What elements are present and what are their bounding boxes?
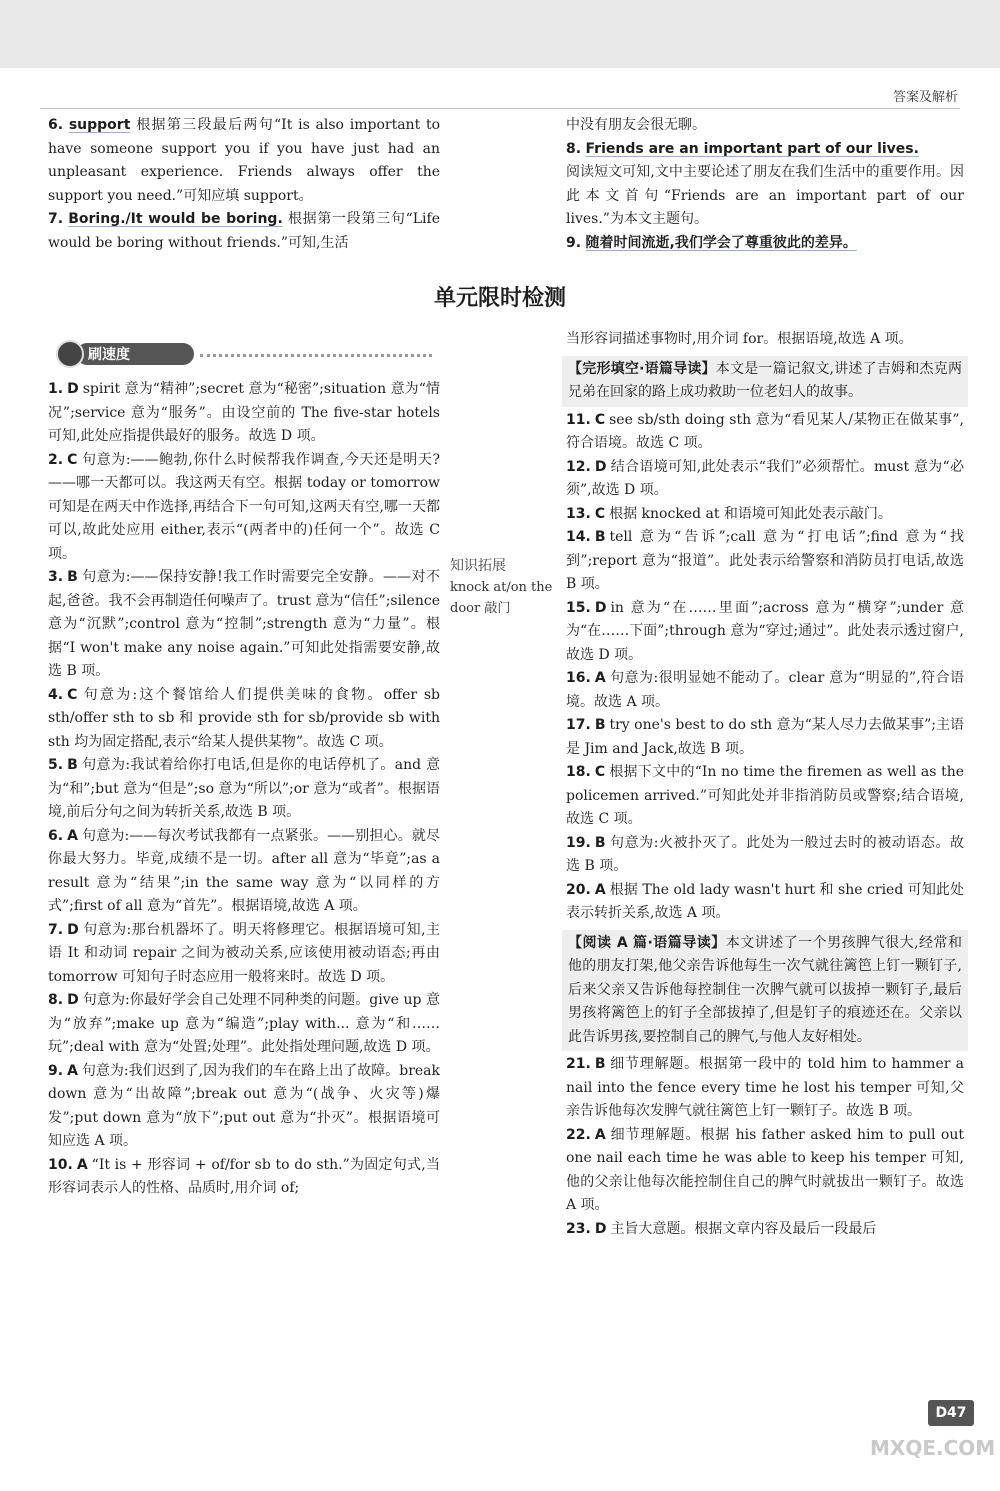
item-number: 5. [48, 757, 64, 773]
note-title: 知识拓展 [450, 558, 506, 574]
item-explanation: tell 意为“告诉”;call 意为“打电话”;find 意为“找到”;report 意为“报道”。此处表示给警察和消防员打电话,故选 B 项。 [566, 529, 964, 592]
item-number: 6. [48, 827, 64, 844]
top-left-column [48, 114, 440, 255]
answer-item [48, 825, 440, 919]
item-number: 10. [48, 1156, 73, 1173]
guide-text: 本文讲述了一个男孩脾气很大,经常和他的朋友打架,他父亲告诉他每生一次气就往篱笆上钉一颗钉子,后来父亲又告诉他每控制住一次脾气就可以拔掉一颗钉子,最后男孩将篱笆上的钉子全部拔掉了,但是钉子的痕迹还在。父亲以此告诉男孩,要控制自己的脾气,与他人友好相处。 [568, 934, 962, 1045]
answer-item [566, 503, 964, 527]
answer-item [566, 667, 964, 714]
item-number: 7. [48, 921, 64, 938]
item-explanation: 句意为:——每次考试我都有一点紧张。——别担心。就尽你最大努力。毕竟,成绩不是一切。after all 意为“毕竟”;as a result 意为“结果”;in the same way 意为“以同样的方式”;first of all 意为“首先”。根据语境,故选 A 项。 [48, 827, 440, 914]
item-answer: C [67, 686, 78, 703]
item-answer: A [67, 1062, 78, 1079]
item-answer: C [67, 451, 78, 468]
item-number: 1. [48, 381, 64, 397]
item-explanation: 句意为:很明显她不能动了。clear 意为“明显的”,符合语境。故选 A 项。 [566, 670, 964, 710]
item-answer: D [594, 1220, 607, 1237]
cloze-guide [562, 356, 968, 407]
badge-label: 刷速度 [88, 347, 130, 363]
item-answer: A [594, 881, 606, 898]
answer-item-8 [566, 138, 964, 232]
answer-item-6 [48, 114, 440, 208]
left-answer-list [48, 378, 440, 1201]
guide-tag: 【完形填空·语篇导读】 [568, 360, 716, 377]
item-explanation: 根据 knocked at 和语境可知此处表示敲门。 [609, 505, 892, 522]
clock-icon [56, 340, 84, 368]
item-number: 13. [566, 505, 591, 522]
item-number: 11. [566, 411, 591, 428]
scan-top-strip [0, 0, 1000, 68]
answer-item [48, 566, 440, 684]
item-explanation: 句意为:那台机器坏了。明天将修理它。根据语境可知,主语 It 和动词 repair 之间为被动关系,应该使用被动语态;再由 tomorrow 可知句子时态应用一般将来时。故选 D 项。 [48, 921, 440, 985]
item-number: 3. [48, 569, 64, 585]
item-number: 21. [566, 1056, 591, 1072]
page-number: D47 [928, 1400, 974, 1426]
item-answer: A [67, 827, 78, 844]
answer-item [48, 449, 440, 567]
item-explanation: 句意为:我试着给你打电话,但是你的电话停机了。and 意为“和”;but 意为“但是”;so 意为“所以”;or 意为“或者”。根据语境,前后分句之间为转折关系,故选 B 项。 [48, 757, 440, 820]
item-answer: B [594, 1056, 606, 1072]
section-title: 单元限时检测 [433, 286, 566, 311]
item-number: 8. [566, 140, 582, 157]
answer-item [566, 761, 964, 832]
item-explanation: 根据第三段最后两句“It is also important to have someone support you if you have just had an unpleasant experience. Friends always offer the support you need.”可知应填 support。 [48, 117, 441, 204]
item-explanation: 句意为:这个餐馆给人们提供美味的食物。offer sb sth/offer sth to sb 和 provide sth for sb/provide sb with sth 均为固定搭配,表示“给某人提供某物”。故选 C 项。 [48, 686, 440, 750]
item-explanation: 句意为:火被扑灭了。此处为一般过去时的被动语态。故选 B 项。 [566, 834, 964, 874]
answer-item [566, 832, 964, 879]
item-answer: 随着时间流逝,我们学会了尊重彼此的差异。 [585, 234, 857, 251]
item-number: 18. [566, 764, 591, 780]
item-answer: A [594, 670, 606, 686]
answer-item [566, 526, 964, 597]
item-number: 20. [566, 881, 591, 898]
item-answer: Friends are an important part of our lives. [585, 140, 919, 157]
continuation-text: 中没有朋友会很无聊。 [566, 117, 706, 133]
continuation-text: 当形容词描述事物时,用介词 for。根据语境,故选 A 项。 [566, 331, 913, 347]
item-answer: B [67, 757, 78, 773]
item-answer: C [594, 764, 606, 780]
item-answer: D [67, 381, 79, 397]
answer-item [566, 1124, 964, 1218]
item-answer: B [594, 529, 606, 545]
item-number: 22. [566, 1126, 591, 1143]
item-answer: D [67, 992, 79, 1008]
item-number: 14. [566, 529, 591, 545]
item-number: 8. [48, 992, 64, 1008]
item-number: 6. [48, 117, 64, 133]
item-answer: C [594, 505, 606, 522]
answer-item [48, 378, 440, 449]
item-explanation: 根据第一段第三句“Life would be boring without friends.”可知,生活 [48, 211, 440, 251]
item-answer: Boring./It would be boring. [68, 211, 283, 227]
item-number: 9. [566, 234, 582, 251]
item-number: 23. [566, 1220, 591, 1237]
answer-item [566, 1053, 964, 1124]
item-number: 7. [48, 211, 64, 227]
answer-item-9 [566, 232, 964, 256]
item-answer: A [594, 1126, 606, 1143]
item-explanation: 细节理解题。根据 his father asked him to pull out one nail each time he was able to keep his temper 可知,他的父亲让他每次能控制住自己的脾气时就拔出一颗钉子。故选 A 项。 [566, 1126, 964, 1213]
item-explanation: “It is + 形容词 + of/for sb to do sth.”为固定句式,当形容词表示人的性格、品质时,用介词 of; [48, 1156, 440, 1196]
right-items-block-1 [566, 409, 964, 926]
header-divider [40, 108, 960, 109]
answer-item [566, 409, 964, 456]
item-explanation: 句意为:——鲍勃,你什么时候帮我作调查,今天还是明天?——哪一天都可以。我这两天有空。根据 today or tomorrow 可知是在两天中作选择,再结合下一句可知,这两天有空,哪一天都可以,故此处应用 either,表示“(两者中的)任何一个”。故选 C 项。 [48, 451, 440, 562]
note-text: knock at/on the door 敲门 [450, 580, 553, 616]
item-answer: D [67, 921, 79, 938]
answer-item [48, 684, 440, 755]
item-explanation: spirit 意为“精神”;secret 意为“秘密”;situation 意为“情况”;service 意为“服务”。由设空前的 The five-star hotels 可知,此处应指提供最好的服务。故选 D 项。 [48, 381, 440, 444]
guide-tag: 【阅读 A 篇·语篇导读】 [568, 934, 726, 951]
answer-item [566, 597, 964, 668]
running-header: 答案及解析 [892, 90, 958, 105]
item-answer: A [76, 1156, 88, 1173]
item-number: 19. [566, 834, 591, 851]
item-answer: D [594, 599, 607, 616]
knowledge-note [450, 556, 560, 619]
guide-text: 本文是一篇记叙文,讲述了吉姆和杰克两兄弟在回家的路上成功救助一位老妇人的故事。 [568, 360, 962, 400]
item-explanation: 阅读短文可知,文中主要论述了朋友在我们生活中的重要作用。因此本文首句“Friends are an important part of our lives.”为本文主题句。 [566, 164, 964, 227]
answer-item [48, 1154, 440, 1201]
answer-item [48, 989, 440, 1060]
speed-badge [50, 340, 440, 370]
answer-item [566, 714, 964, 761]
item-explanation: 结合语境可知,此处表示“我们”必须帮忙。must 意为“必须”,故选 D 项。 [566, 458, 964, 498]
top-right-column [566, 114, 964, 255]
item-number: 4. [48, 686, 64, 703]
item-explanation: 细节理解题。根据第一段中的 told him to hammer a nail into the fence every time he lost his temper 可知,父亲告诉他每次发脾气就往篱笆上钉一颗钉子。故选 B 项。 [566, 1056, 964, 1119]
item-explanation: see sb/sth doing sth 意为“看见某人/某物正在做某事”,符合语境。故选 C 项。 [566, 411, 964, 451]
answer-item [48, 919, 440, 990]
answer-item [48, 1060, 440, 1154]
item-number: 17. [566, 717, 591, 733]
right-answer-list [566, 328, 964, 1241]
dotted-divider [200, 354, 432, 357]
right-items-block-2 [566, 1053, 964, 1241]
answer-item [566, 1218, 964, 1242]
item-explanation: try one's best to do sth 意为“某人尽力去做某事”;主语是 Jim and Jack,故选 B 项。 [566, 717, 964, 757]
watermark: MXQE.COM [870, 1436, 996, 1460]
answer-item-7 [48, 208, 440, 255]
answer-item [566, 879, 964, 926]
item-explanation: 根据 The old lady wasn't hurt 和 she cried 可知此处表示转折关系,故选 A 项。 [566, 881, 964, 921]
item-number: 16. [566, 670, 591, 686]
item-number: 2. [48, 451, 64, 468]
item-explanation: 句意为:我们迟到了,因为我们的车在路上出了故障。break down 意为“出故障”;break out 意为“(战争、火灾等)爆发”;put down 意为“放下”;put out 意为“扑灭”。根据语境可知应选 A 项。 [48, 1062, 440, 1149]
item-explanation: 句意为:你最好学会自己处理不同种类的问题。give up 意为“放弃”;make up 意为“编造”;play with... 意为“和……玩”;deal with 意为“处置;处理”。此处指处理问题,故选 D 项。 [48, 992, 440, 1055]
reading-guide [562, 930, 968, 1052]
item-explanation: 句意为:——保持安静!我工作时需要完全安静。——对不起,爸爸。我不会再制造任何噪声了。trust 意为“信任”;silence 意为“沉默”;control 意为“控制”;strength 意为“力量”。根据“I won't make any noise again.”可知此处指需要安静,故选 B 项。 [48, 569, 440, 679]
item-answer: C [594, 411, 606, 428]
item-answer: support [68, 117, 131, 133]
item-number: 12. [566, 458, 591, 475]
item-answer: B [594, 834, 606, 851]
item-explanation: in 意为“在……里面”;across 意为“横穿”;under 意为“在……下面”;through 意为“穿过;通过”。此处表示透过窗户,故选 D 项。 [566, 599, 964, 663]
item-answer: B [594, 717, 606, 733]
answer-item [48, 754, 440, 825]
answer-item [566, 456, 964, 503]
item-explanation: 根据下文中的“In no time the firemen as well as the policemen arrived.”可知此处并非指消防员或警察;结合语境,故选 C 项。 [566, 764, 964, 827]
item-number: 15. [566, 599, 591, 616]
item-number: 9. [48, 1062, 64, 1079]
item-answer: B [67, 569, 78, 585]
item-answer: D [594, 458, 607, 475]
item-explanation: 主旨大意题。根据文章内容及最后一段最后 [610, 1220, 877, 1237]
